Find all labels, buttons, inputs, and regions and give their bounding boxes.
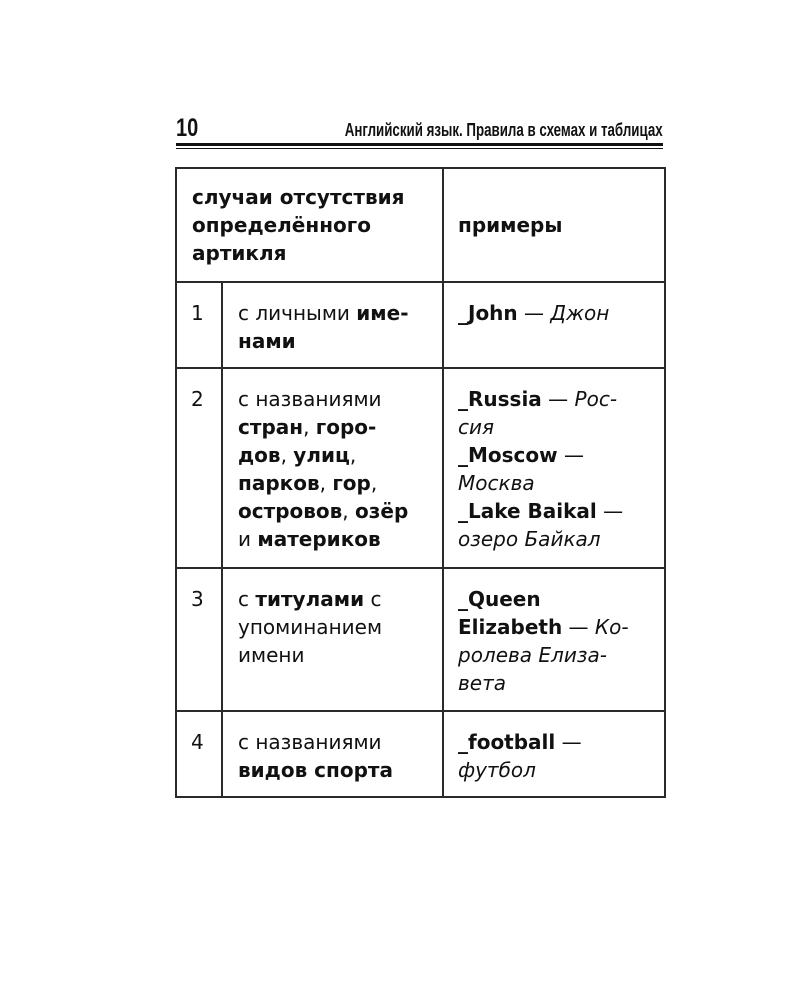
book-title: Английский язык. Правила в схемах и таблицах <box>345 120 663 140</box>
examples-column-header: примеры <box>443 168 665 282</box>
page-number: 10 <box>176 114 199 142</box>
table-row <box>176 368 665 568</box>
header-rule-thin <box>176 148 663 149</box>
example-line: _football — <box>458 730 582 754</box>
example-line: _Queen <box>458 587 541 611</box>
case-cell: с названиями видов спорта <box>222 711 443 797</box>
case-cell: с названиями стран, горо- дов, улиц, парков, гор, островов, озёр и материков <box>222 368 443 568</box>
row-number: 4 <box>176 711 222 797</box>
row-number: 3 <box>176 568 222 711</box>
examples-cell <box>443 282 665 368</box>
article-rules-table <box>175 167 666 798</box>
running-head <box>176 113 663 143</box>
example-line: _Russia — Рос- <box>458 387 618 411</box>
header-rule-thick <box>176 143 663 146</box>
row-number: 1 <box>176 282 222 368</box>
example-line: _John — Джон <box>458 301 610 325</box>
case-cell: с личными име- нами <box>222 282 443 368</box>
examples-cell: _football — футбол <box>443 711 665 797</box>
example-line: _Lake Baikal — <box>458 499 624 523</box>
examples-cell: _Queen Elizabeth — Ко- ролева Елиза- вета <box>443 568 665 711</box>
table-row <box>176 282 665 368</box>
row-number: 2 <box>176 368 222 568</box>
case-cell: с титулами с упоминанием имени <box>222 568 443 711</box>
table-row <box>176 568 665 711</box>
cases-column-header: случаи отсутствия определённого артикля <box>176 168 443 282</box>
example-line: _Moscow — <box>458 443 584 467</box>
table-header-row <box>176 168 665 282</box>
table-row <box>176 711 665 797</box>
examples-cell: _Russia — Рос- сия _Moscow — Москва _Lake Baikal — озеро Байкал <box>443 368 665 568</box>
